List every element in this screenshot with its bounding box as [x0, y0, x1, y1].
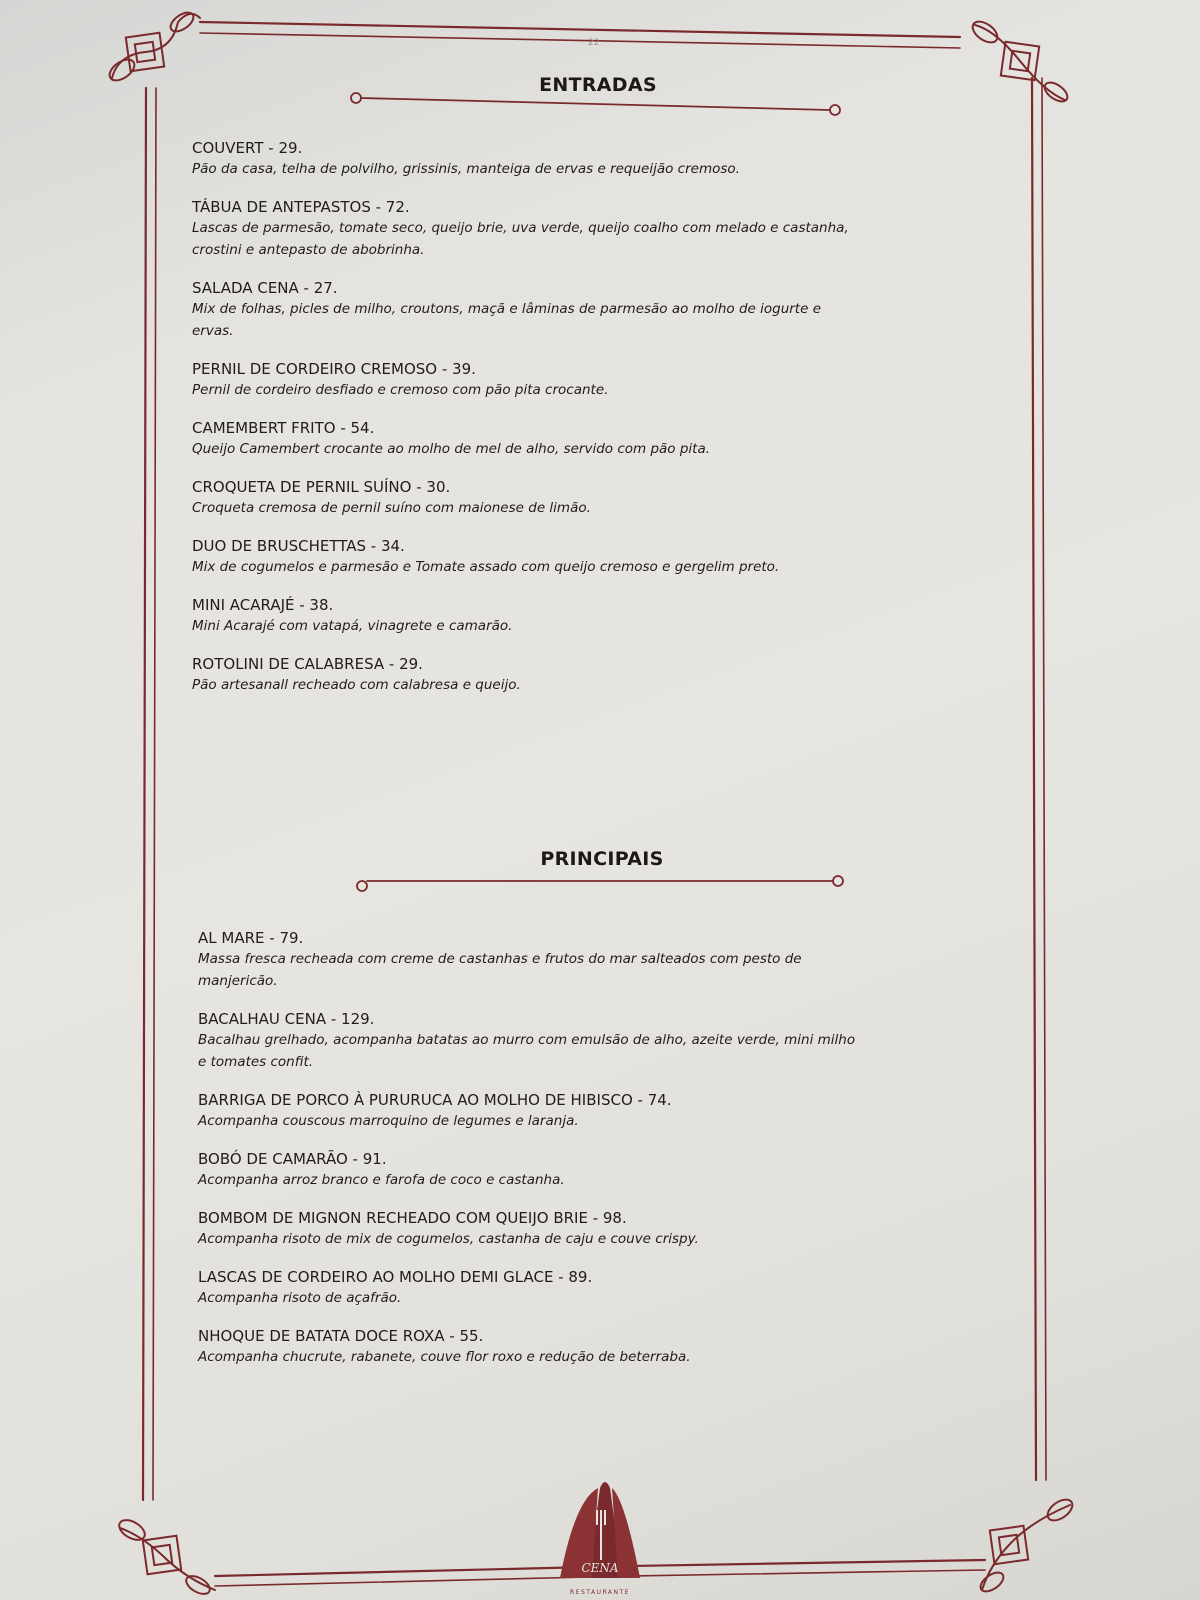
item-name: DUO DE BRUSCHETTAS - 34.: [192, 537, 405, 555]
item-description: Acompanha couscous marroquino de legumes e laranja.: [198, 1113, 579, 1129]
item-name: ROTOLINI DE CALABRESA - 29.: [192, 655, 423, 673]
item-name: CAMEMBERT FRITO - 54.: [192, 419, 375, 437]
menu-item-bombom-de-mignon: [198, 1208, 898, 1250]
item-description: Bacalhau grelhado, acompanha batatas ao murro com emulsão de alho, azeite verde, mini milho e tomates confit.: [198, 1032, 856, 1070]
item-description: Queijo Camembert crocante ao molho de mel de alho, servido com pão pita.: [192, 441, 711, 457]
item-name: BOMBOM DE MIGNON RECHEADO COM QUEIJO BRIE - 98.: [198, 1209, 627, 1227]
logo-wordmark: CENA: [581, 1561, 619, 1575]
menu-item-camembert-frito: [192, 418, 892, 460]
item-name: BACALHAU CENA - 129.: [198, 1010, 375, 1028]
menu-item-barriga-de-porco: [198, 1090, 898, 1132]
item-description: Pão artesanall recheado com calabresa e queijo.: [192, 677, 521, 693]
menu-item-mini-acaraje: [192, 595, 892, 637]
item-description: Acompanha arroz branco e farofa de coco e castanha.: [198, 1172, 565, 1188]
logo-tagline: RESTAURANTE: [570, 1589, 630, 1596]
item-description: Croqueta cremosa de pernil suíno com maionese de limão.: [192, 500, 591, 516]
item-name: SALADA CENA - 27.: [192, 279, 338, 297]
item-description: Lascas de parmesão, tomate seco, queijo brie, uva verde, queijo coalho com melado e castanha, crostini e antepasto de abobrinha.: [192, 220, 849, 258]
item-name: NHOQUE DE BATATA DOCE ROXA - 55.: [198, 1327, 484, 1345]
item-description: Mix de cogumelos e parmesão e Tomate assado com queijo cremoso e gergelim preto.: [192, 559, 780, 575]
menu-item-pernil-de-cordeiro: [192, 359, 892, 401]
item-name: BOBÓ DE CAMARÃO - 91.: [198, 1150, 387, 1168]
item-name: CROQUETA DE PERNIL SUÍNO - 30.: [192, 478, 451, 496]
restaurant-logo: [560, 1482, 640, 1596]
principais-list: [198, 928, 898, 1385]
menu-item-croqueta-de-pernil: [192, 477, 892, 519]
corner-ornament-top-right: [969, 17, 1071, 105]
item-name: MINI ACARAJÉ - 38.: [192, 596, 334, 614]
corner-ornament-bottom-right: [977, 1495, 1076, 1595]
menu-item-salada-cena: [192, 278, 892, 342]
section-title-entradas: ENTRADAS: [539, 74, 657, 96]
menu-item-tabua-de-antepastos: [192, 197, 892, 261]
item-description: Acompanha risoto de açafrão.: [198, 1290, 402, 1306]
item-description: Pão da casa, telha de polvilho, grissinis, manteiga de ervas e requeijão cremoso.: [192, 161, 740, 177]
item-description: Acompanha chucrute, rabanete, couve flor roxo e redução de beterraba.: [198, 1349, 691, 1365]
divider-entradas: [351, 93, 840, 115]
menu-item-lascas-de-cordeiro: [198, 1267, 898, 1309]
corner-ornament-bottom-left: [116, 1516, 215, 1597]
menu-item-bobo-de-camarao: [198, 1149, 898, 1191]
item-description: Acompanha risoto de mix de cogumelos, castanha de caju e couve crispy.: [198, 1231, 699, 1247]
item-name: BARRIGA DE PORCO À PURURUCA AO MOLHO DE HIBISCO - 74.: [198, 1091, 672, 1109]
entradas-list: [192, 138, 892, 713]
section-title-principais: PRINCIPAIS: [540, 848, 664, 870]
menu-item-couvert: [192, 138, 892, 180]
item-description: Mini Acarajé com vatapá, vinagrete e camarão.: [192, 618, 513, 634]
item-name: AL MARE - 79.: [198, 929, 304, 947]
corner-ornament-top-left: [106, 9, 200, 85]
menu-item-nhoque-de-batata-doce: [198, 1326, 898, 1368]
item-description: Massa fresca recheada com creme de castanhas e frutos do mar salteados com pesto de manjericão.: [198, 951, 802, 989]
menu-item-bacalhau-cena: [198, 1009, 898, 1073]
menu-item-duo-de-bruschettas: [192, 536, 892, 578]
divider-principais: [357, 876, 843, 891]
menu-item-rotolini-de-calabresa: [192, 654, 892, 696]
item-name: LASCAS DE CORDEIRO AO MOLHO DEMI GLACE - 89.: [198, 1268, 593, 1286]
item-description: Pernil de cordeiro desfiado e cremoso com pão pita crocante.: [192, 382, 609, 398]
item-description: Mix de folhas, picles de milho, croutons, maçã e lâminas de parmesão ao molho de iogurte e ervas.: [192, 301, 822, 339]
item-name: COUVERT - 29.: [192, 139, 303, 157]
menu-item-al-mare: [198, 928, 898, 992]
page-number: 22: [588, 38, 600, 48]
item-name: PERNIL DE CORDEIRO CREMOSO - 39.: [192, 360, 476, 378]
item-name: TÁBUA DE ANTEPASTOS - 72.: [192, 198, 410, 216]
